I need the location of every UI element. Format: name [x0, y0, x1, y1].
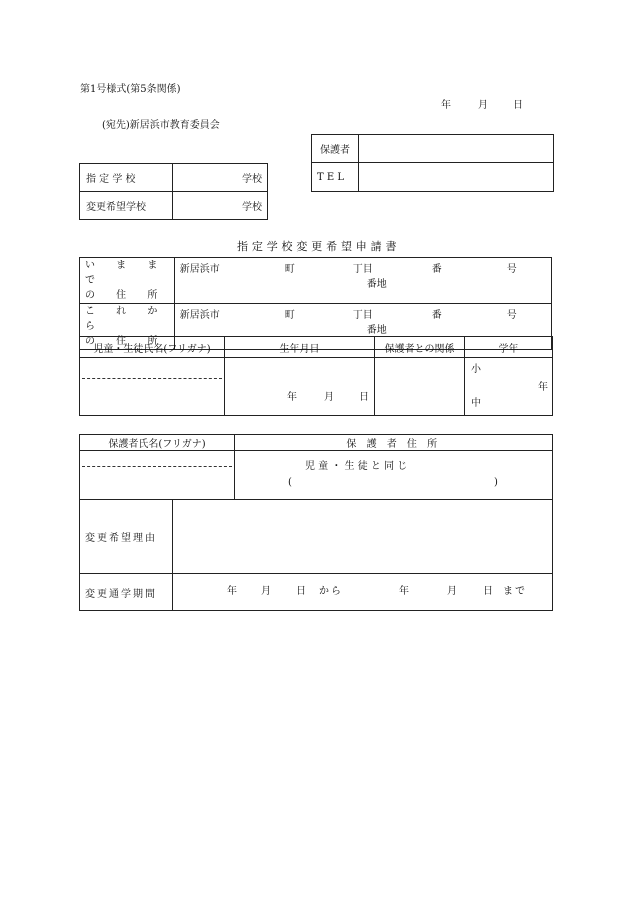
- period-input[interactable]: [173, 574, 553, 611]
- guardian-name-input[interactable]: [80, 451, 235, 500]
- future-banchi: 番地: [366, 325, 387, 336]
- desired-school-suffix: 学校: [242, 202, 262, 213]
- relation-header-2: 保護者との関係: [375, 337, 465, 358]
- reason-label: 変更希望理由: [80, 500, 173, 574]
- guardian-table: [79, 434, 553, 500]
- desired-school-label: 変更希望学校: [80, 192, 173, 220]
- addressee: (宛先)新居浜市教育委員会: [102, 120, 220, 131]
- current-address-label-line1: い ま ま で: [85, 260, 167, 286]
- period-day1: 日: [296, 586, 306, 597]
- period-from: から: [319, 586, 343, 597]
- tel-input[interactable]: [359, 163, 554, 192]
- guardian-address-header: 保 護 者 住 所: [235, 435, 553, 451]
- same-as-child-text: 児 童 ・ 生 徒 と 同 じ: [305, 461, 408, 472]
- future-town: 町: [284, 310, 295, 321]
- future-city: 新居浜市: [179, 310, 220, 321]
- period-year2: 年: [399, 586, 409, 597]
- future-address-label-line2: の 住 所: [85, 336, 167, 347]
- guardian-address-input[interactable]: [235, 451, 553, 500]
- elementary-label: 小: [471, 364, 481, 375]
- birth-month-label: 月: [324, 392, 334, 403]
- guardian-input[interactable]: [359, 135, 554, 163]
- designated-school-input[interactable]: [173, 164, 268, 192]
- guardian-furigana-divider: [82, 466, 232, 467]
- relation-input[interactable]: [375, 358, 465, 416]
- birth-date-header-2: 生年月日: [225, 337, 375, 358]
- furigana-divider: [82, 378, 222, 379]
- grade-input[interactable]: [465, 358, 553, 416]
- child-name-header-2: 児童・生徒氏名(フリガナ): [80, 337, 225, 358]
- current-chome: 丁目: [352, 264, 373, 275]
- current-banchi: 番地: [366, 279, 387, 290]
- date-day-label: 日: [513, 100, 523, 111]
- child-name-input[interactable]: [80, 358, 225, 416]
- grade-year-label: 年: [538, 382, 548, 393]
- grade-header: 学年: [465, 337, 553, 358]
- designated-school-suffix: 学校: [242, 174, 262, 185]
- current-address-input[interactable]: [174, 258, 551, 304]
- designated-school-label: 指 定 学 校: [80, 164, 173, 192]
- birth-year-label: 年: [287, 392, 297, 403]
- form-number: 第1号様式(第5条関係): [80, 84, 181, 95]
- period-month1: 月: [261, 586, 271, 597]
- birth-date-input[interactable]: [225, 358, 375, 416]
- future-ban: 番: [431, 310, 442, 321]
- period-until: まで: [503, 586, 527, 597]
- current-address-label: [80, 258, 175, 304]
- date-year-label: 年: [441, 100, 451, 111]
- school-box: [79, 163, 268, 220]
- birth-day-label: 日: [359, 392, 369, 403]
- period-label: 変更通学期間: [80, 574, 173, 611]
- period-year1: 年: [227, 586, 237, 597]
- tel-label: T E L: [312, 163, 359, 192]
- current-ban: 番: [431, 264, 442, 275]
- paren-open: (: [288, 477, 292, 488]
- future-address-label-line1: こ れ か ら: [85, 306, 167, 332]
- date-month-label: 月: [478, 100, 488, 111]
- current-go: 号: [506, 264, 517, 275]
- desired-school-input[interactable]: [173, 192, 268, 220]
- guardian-name-header: 保護者氏名(フリガナ): [80, 435, 235, 451]
- current-city: 新居浜市: [179, 264, 220, 275]
- reason-period-table: [79, 499, 553, 611]
- future-chome: 丁目: [352, 310, 373, 321]
- child-row-header-fix: [79, 336, 553, 416]
- period-month2: 月: [447, 586, 457, 597]
- guardian-label: 保護者: [312, 135, 359, 163]
- page-title: 指定学校変更希望申請書: [237, 240, 401, 253]
- guardian-box: [311, 134, 554, 192]
- junior-high-label: 中: [471, 398, 481, 409]
- period-day2: 日: [483, 586, 493, 597]
- reason-input[interactable]: [173, 500, 553, 574]
- future-go: 号: [506, 310, 517, 321]
- current-town: 町: [284, 264, 295, 275]
- paren-close: ): [494, 477, 498, 488]
- current-address-label-line2: の 住 所: [85, 290, 167, 301]
